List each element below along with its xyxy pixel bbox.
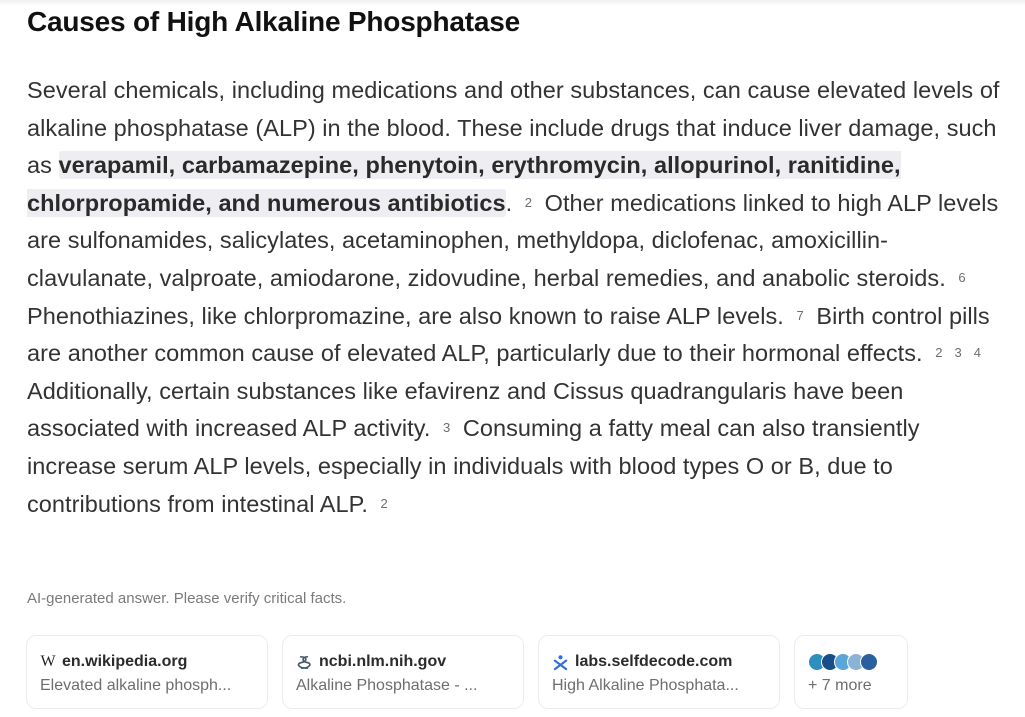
source-card-header	[296, 652, 511, 672]
source-description: High Alkaline Phosphata...	[552, 677, 739, 694]
source-cards	[26, 635, 908, 711]
source-description: Alkaline Phosphatase - ...	[296, 677, 478, 694]
stacked-source-icons	[808, 653, 878, 671]
source-card-header	[808, 652, 895, 672]
more-sources-button[interactable]	[794, 635, 908, 709]
highlighted-drugs: verapamil, carbamazepine, phenytoin, erythromycin, allopurinol, ranitidine, chlorpropamide, and numerous antibiotics	[27, 152, 901, 216]
source-card-header	[40, 652, 255, 672]
ncbi-icon	[296, 654, 313, 671]
more-sources-label: + 7 more	[808, 677, 872, 694]
answer-segment: Several chemicals, including medications and other substances, can cause elevated levels of alkaline phosphatase (ALP) in the blood. These include drugs that induce liver damage, such as	[27, 77, 1000, 179]
citation-link[interactable]: 3	[443, 420, 451, 436]
citation-link[interactable]: 3	[954, 345, 962, 361]
answer-segment: Birth control pills are another common cause of elevated ALP, particularly due to their hormonal effects.	[27, 302, 990, 367]
source-description: Elevated alkaline phosph...	[40, 677, 232, 694]
answer-segment: Consuming a fatty meal can also transiently increase serum ALP levels, especially in individuals with blood types O or B, due to contributions from intestinal ALP.	[27, 415, 920, 517]
answer-segment: Phenothiazines, like chlorpromazine, are also known to raise ALP levels.	[27, 302, 784, 329]
answer-text	[27, 72, 1007, 523]
source-favicon-icon	[860, 653, 878, 671]
citation-link[interactable]: 2	[935, 345, 943, 361]
source-card-wikipedia[interactable]	[26, 635, 268, 709]
citation-link[interactable]: 4	[973, 345, 982, 361]
citation-link[interactable]: 2	[380, 495, 388, 511]
source-domain: ncbi.nlm.nih.gov	[319, 653, 447, 670]
wikipedia-icon: W	[40, 653, 56, 670]
citation-link[interactable]: 7	[796, 307, 804, 323]
answer-segment: Other medications linked to high ALP levels are sulfonamides, salicylates, acetaminophen, methyldopa, diclofenac, amoxicillin-clavulanate, valproate, amiodarone, zidovudine, herbal remedies, and anabolic steroids.	[27, 189, 999, 291]
source-domain: labs.selfdecode.com	[575, 653, 733, 670]
answer-title: Causes of High Alkaline Phosphatase	[27, 6, 520, 37]
source-card-selfdecode[interactable]	[538, 635, 780, 709]
citation-link[interactable]: 6	[958, 269, 966, 285]
source-card-ncbi[interactable]	[282, 635, 524, 709]
answer-segment: Additionally, certain substances like efavirenz and Cissus quadrangularis have been associated with increased ALP activity.	[27, 377, 904, 442]
answer-segment: .	[505, 189, 513, 216]
source-domain: en.wikipedia.org	[62, 653, 188, 670]
source-card-header	[552, 652, 767, 672]
selfdecode-icon	[552, 654, 569, 671]
citation-link[interactable]: 2	[524, 194, 533, 210]
ai-disclaimer: AI-generated answer. Please verify critical facts.	[27, 590, 347, 607]
